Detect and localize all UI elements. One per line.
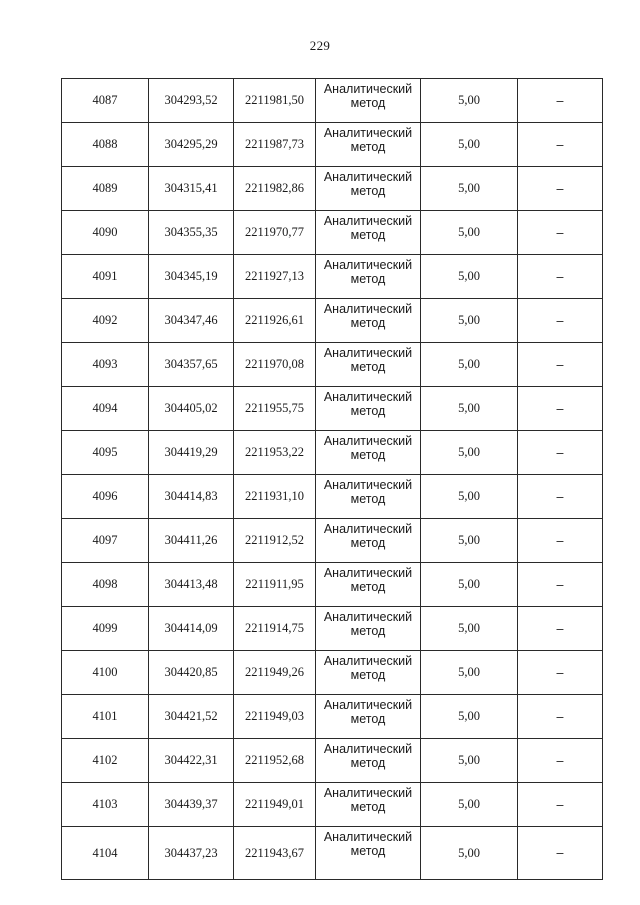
method-label-line1: Аналитический (323, 654, 413, 668)
method-label-line1: Аналитический (323, 478, 413, 492)
y-coordinate-cell: 2211927,13 (234, 255, 316, 299)
y-coordinate-cell: 2211982,86 (234, 167, 316, 211)
x-coordinate-cell: 304421,52 (149, 695, 234, 739)
y-coordinate-cell: 2211952,68 (234, 739, 316, 783)
description-cell: – (518, 651, 603, 695)
y-coordinate-cell: 2211931,10 (234, 475, 316, 519)
point-number-cell: 4097 (62, 519, 149, 563)
point-number-cell: 4090 (62, 211, 149, 255)
description-cell: – (518, 167, 603, 211)
description-cell: – (518, 475, 603, 519)
accuracy-cell: 5,00 (421, 79, 518, 123)
accuracy-cell: 5,00 (421, 167, 518, 211)
accuracy-cell: 5,00 (421, 827, 518, 880)
method-cell (316, 123, 421, 167)
method-cell (316, 827, 421, 880)
table-row (62, 783, 603, 827)
accuracy-cell: 5,00 (421, 475, 518, 519)
method-cell (316, 783, 421, 827)
y-coordinate-cell: 2211970,77 (234, 211, 316, 255)
table-row (62, 123, 603, 167)
description-cell: – (518, 299, 603, 343)
table-row (62, 299, 603, 343)
method-label-line2: метод (350, 756, 386, 770)
description-cell: – (518, 123, 603, 167)
accuracy-cell: 5,00 (421, 695, 518, 739)
method-label-line1: Аналитический (323, 742, 413, 756)
method-label-line2: метод (350, 140, 386, 154)
method-label-line2: метод (350, 712, 386, 726)
method-cell (316, 167, 421, 211)
method-label-line2: метод (350, 624, 386, 638)
x-coordinate-cell: 304437,23 (149, 827, 234, 880)
point-number-cell: 4091 (62, 255, 149, 299)
method-cell (316, 695, 421, 739)
point-number-cell: 4102 (62, 739, 149, 783)
method-label-line2: метод (350, 448, 386, 462)
y-coordinate-cell: 2211949,03 (234, 695, 316, 739)
y-coordinate-cell: 2211926,61 (234, 299, 316, 343)
point-number-cell: 4087 (62, 79, 149, 123)
accuracy-cell: 5,00 (421, 519, 518, 563)
x-coordinate-cell: 304419,29 (149, 431, 234, 475)
accuracy-cell: 5,00 (421, 123, 518, 167)
method-label-line1: Аналитический (323, 302, 413, 316)
x-coordinate-cell: 304347,46 (149, 299, 234, 343)
method-label-line1: Аналитический (323, 214, 413, 228)
method-label-line2: метод (350, 316, 386, 330)
method-cell (316, 79, 421, 123)
point-number-cell: 4089 (62, 167, 149, 211)
x-coordinate-cell: 304293,52 (149, 79, 234, 123)
table-row (62, 563, 603, 607)
description-cell: – (518, 607, 603, 651)
method-label-line1: Аналитический (323, 258, 413, 272)
method-label-line1: Аналитический (323, 390, 413, 404)
method-label-line2: метод (350, 272, 386, 286)
method-label-line1: Аналитический (323, 610, 413, 624)
y-coordinate-cell: 2211953,22 (234, 431, 316, 475)
method-label-line1: Аналитический (323, 566, 413, 580)
coordinates-table (61, 78, 603, 880)
x-coordinate-cell: 304355,35 (149, 211, 234, 255)
accuracy-cell: 5,00 (421, 255, 518, 299)
method-cell (316, 387, 421, 431)
method-label-line2: метод (350, 536, 386, 550)
table-row (62, 607, 603, 651)
description-cell: – (518, 255, 603, 299)
x-coordinate-cell: 304439,37 (149, 783, 234, 827)
page-number: 229 (309, 38, 331, 53)
method-label-line2: метод (350, 844, 386, 858)
method-label-line2: метод (350, 96, 386, 110)
accuracy-cell: 5,00 (421, 211, 518, 255)
accuracy-cell: 5,00 (421, 299, 518, 343)
table-row (62, 343, 603, 387)
x-coordinate-cell: 304414,83 (149, 475, 234, 519)
table-row (62, 827, 603, 880)
accuracy-cell: 5,00 (421, 431, 518, 475)
y-coordinate-cell: 2211912,52 (234, 519, 316, 563)
accuracy-cell: 5,00 (421, 607, 518, 651)
description-cell: – (518, 827, 603, 880)
point-number-cell: 4092 (62, 299, 149, 343)
description-cell: – (518, 79, 603, 123)
method-cell (316, 343, 421, 387)
method-cell (316, 211, 421, 255)
table-body (62, 79, 603, 880)
method-cell (316, 739, 421, 783)
table-row (62, 651, 603, 695)
method-label-line2: метод (350, 404, 386, 418)
method-cell (316, 255, 421, 299)
y-coordinate-cell: 2211943,67 (234, 827, 316, 880)
method-label-line1: Аналитический (323, 346, 413, 360)
table-row (62, 519, 603, 563)
table-row (62, 475, 603, 519)
y-coordinate-cell: 2211987,73 (234, 123, 316, 167)
accuracy-cell: 5,00 (421, 651, 518, 695)
accuracy-cell: 5,00 (421, 343, 518, 387)
point-number-cell: 4088 (62, 123, 149, 167)
method-cell (316, 607, 421, 651)
point-number-cell: 4099 (62, 607, 149, 651)
x-coordinate-cell: 304357,65 (149, 343, 234, 387)
point-number-cell: 4095 (62, 431, 149, 475)
table-row (62, 387, 603, 431)
x-coordinate-cell: 304422,31 (149, 739, 234, 783)
method-label-line1: Аналитический (323, 830, 413, 844)
point-number-cell: 4096 (62, 475, 149, 519)
description-cell: – (518, 563, 603, 607)
method-cell (316, 431, 421, 475)
x-coordinate-cell: 304414,09 (149, 607, 234, 651)
method-label-line2: метод (350, 360, 386, 374)
description-cell: – (518, 519, 603, 563)
y-coordinate-cell: 2211914,75 (234, 607, 316, 651)
method-label-line1: Аналитический (323, 170, 413, 184)
point-number-cell: 4098 (62, 563, 149, 607)
y-coordinate-cell: 2211970,08 (234, 343, 316, 387)
y-coordinate-cell: 2211981,50 (234, 79, 316, 123)
method-label-line2: метод (350, 228, 386, 242)
description-cell: – (518, 783, 603, 827)
method-label-line2: метод (350, 492, 386, 506)
y-coordinate-cell: 2211949,26 (234, 651, 316, 695)
table-row (62, 79, 603, 123)
table-row (62, 739, 603, 783)
x-coordinate-cell: 304411,26 (149, 519, 234, 563)
point-number-cell: 4104 (62, 827, 149, 880)
method-label-line2: метод (350, 668, 386, 682)
x-coordinate-cell: 304405,02 (149, 387, 234, 431)
method-label-line2: метод (350, 580, 386, 594)
x-coordinate-cell: 304345,19 (149, 255, 234, 299)
x-coordinate-cell: 304295,29 (149, 123, 234, 167)
point-number-cell: 4101 (62, 695, 149, 739)
point-number-cell: 4103 (62, 783, 149, 827)
method-cell (316, 519, 421, 563)
x-coordinate-cell: 304413,48 (149, 563, 234, 607)
table-row (62, 167, 603, 211)
point-number-cell: 4094 (62, 387, 149, 431)
method-cell (316, 475, 421, 519)
method-label-line1: Аналитический (323, 698, 413, 712)
accuracy-cell: 5,00 (421, 739, 518, 783)
accuracy-cell: 5,00 (421, 563, 518, 607)
description-cell: – (518, 695, 603, 739)
accuracy-cell: 5,00 (421, 387, 518, 431)
y-coordinate-cell: 2211955,75 (234, 387, 316, 431)
point-number-cell: 4100 (62, 651, 149, 695)
description-cell: – (518, 343, 603, 387)
table-row (62, 255, 603, 299)
method-label-line1: Аналитический (323, 82, 413, 96)
y-coordinate-cell: 2211911,95 (234, 563, 316, 607)
method-label-line1: Аналитический (323, 522, 413, 536)
description-cell: – (518, 431, 603, 475)
point-number-cell: 4093 (62, 343, 149, 387)
description-cell: – (518, 387, 603, 431)
method-label-line1: Аналитический (323, 434, 413, 448)
table-row (62, 695, 603, 739)
method-cell (316, 299, 421, 343)
method-label-line1: Аналитический (323, 126, 413, 140)
description-cell: – (518, 211, 603, 255)
method-cell (316, 651, 421, 695)
x-coordinate-cell: 304420,85 (149, 651, 234, 695)
method-label-line2: метод (350, 800, 386, 814)
y-coordinate-cell: 2211949,01 (234, 783, 316, 827)
table-row (62, 211, 603, 255)
method-label-line1: Аналитический (323, 786, 413, 800)
accuracy-cell: 5,00 (421, 783, 518, 827)
method-cell (316, 563, 421, 607)
table-row (62, 431, 603, 475)
description-cell: – (518, 739, 603, 783)
x-coordinate-cell: 304315,41 (149, 167, 234, 211)
method-label-line2: метод (350, 184, 386, 198)
